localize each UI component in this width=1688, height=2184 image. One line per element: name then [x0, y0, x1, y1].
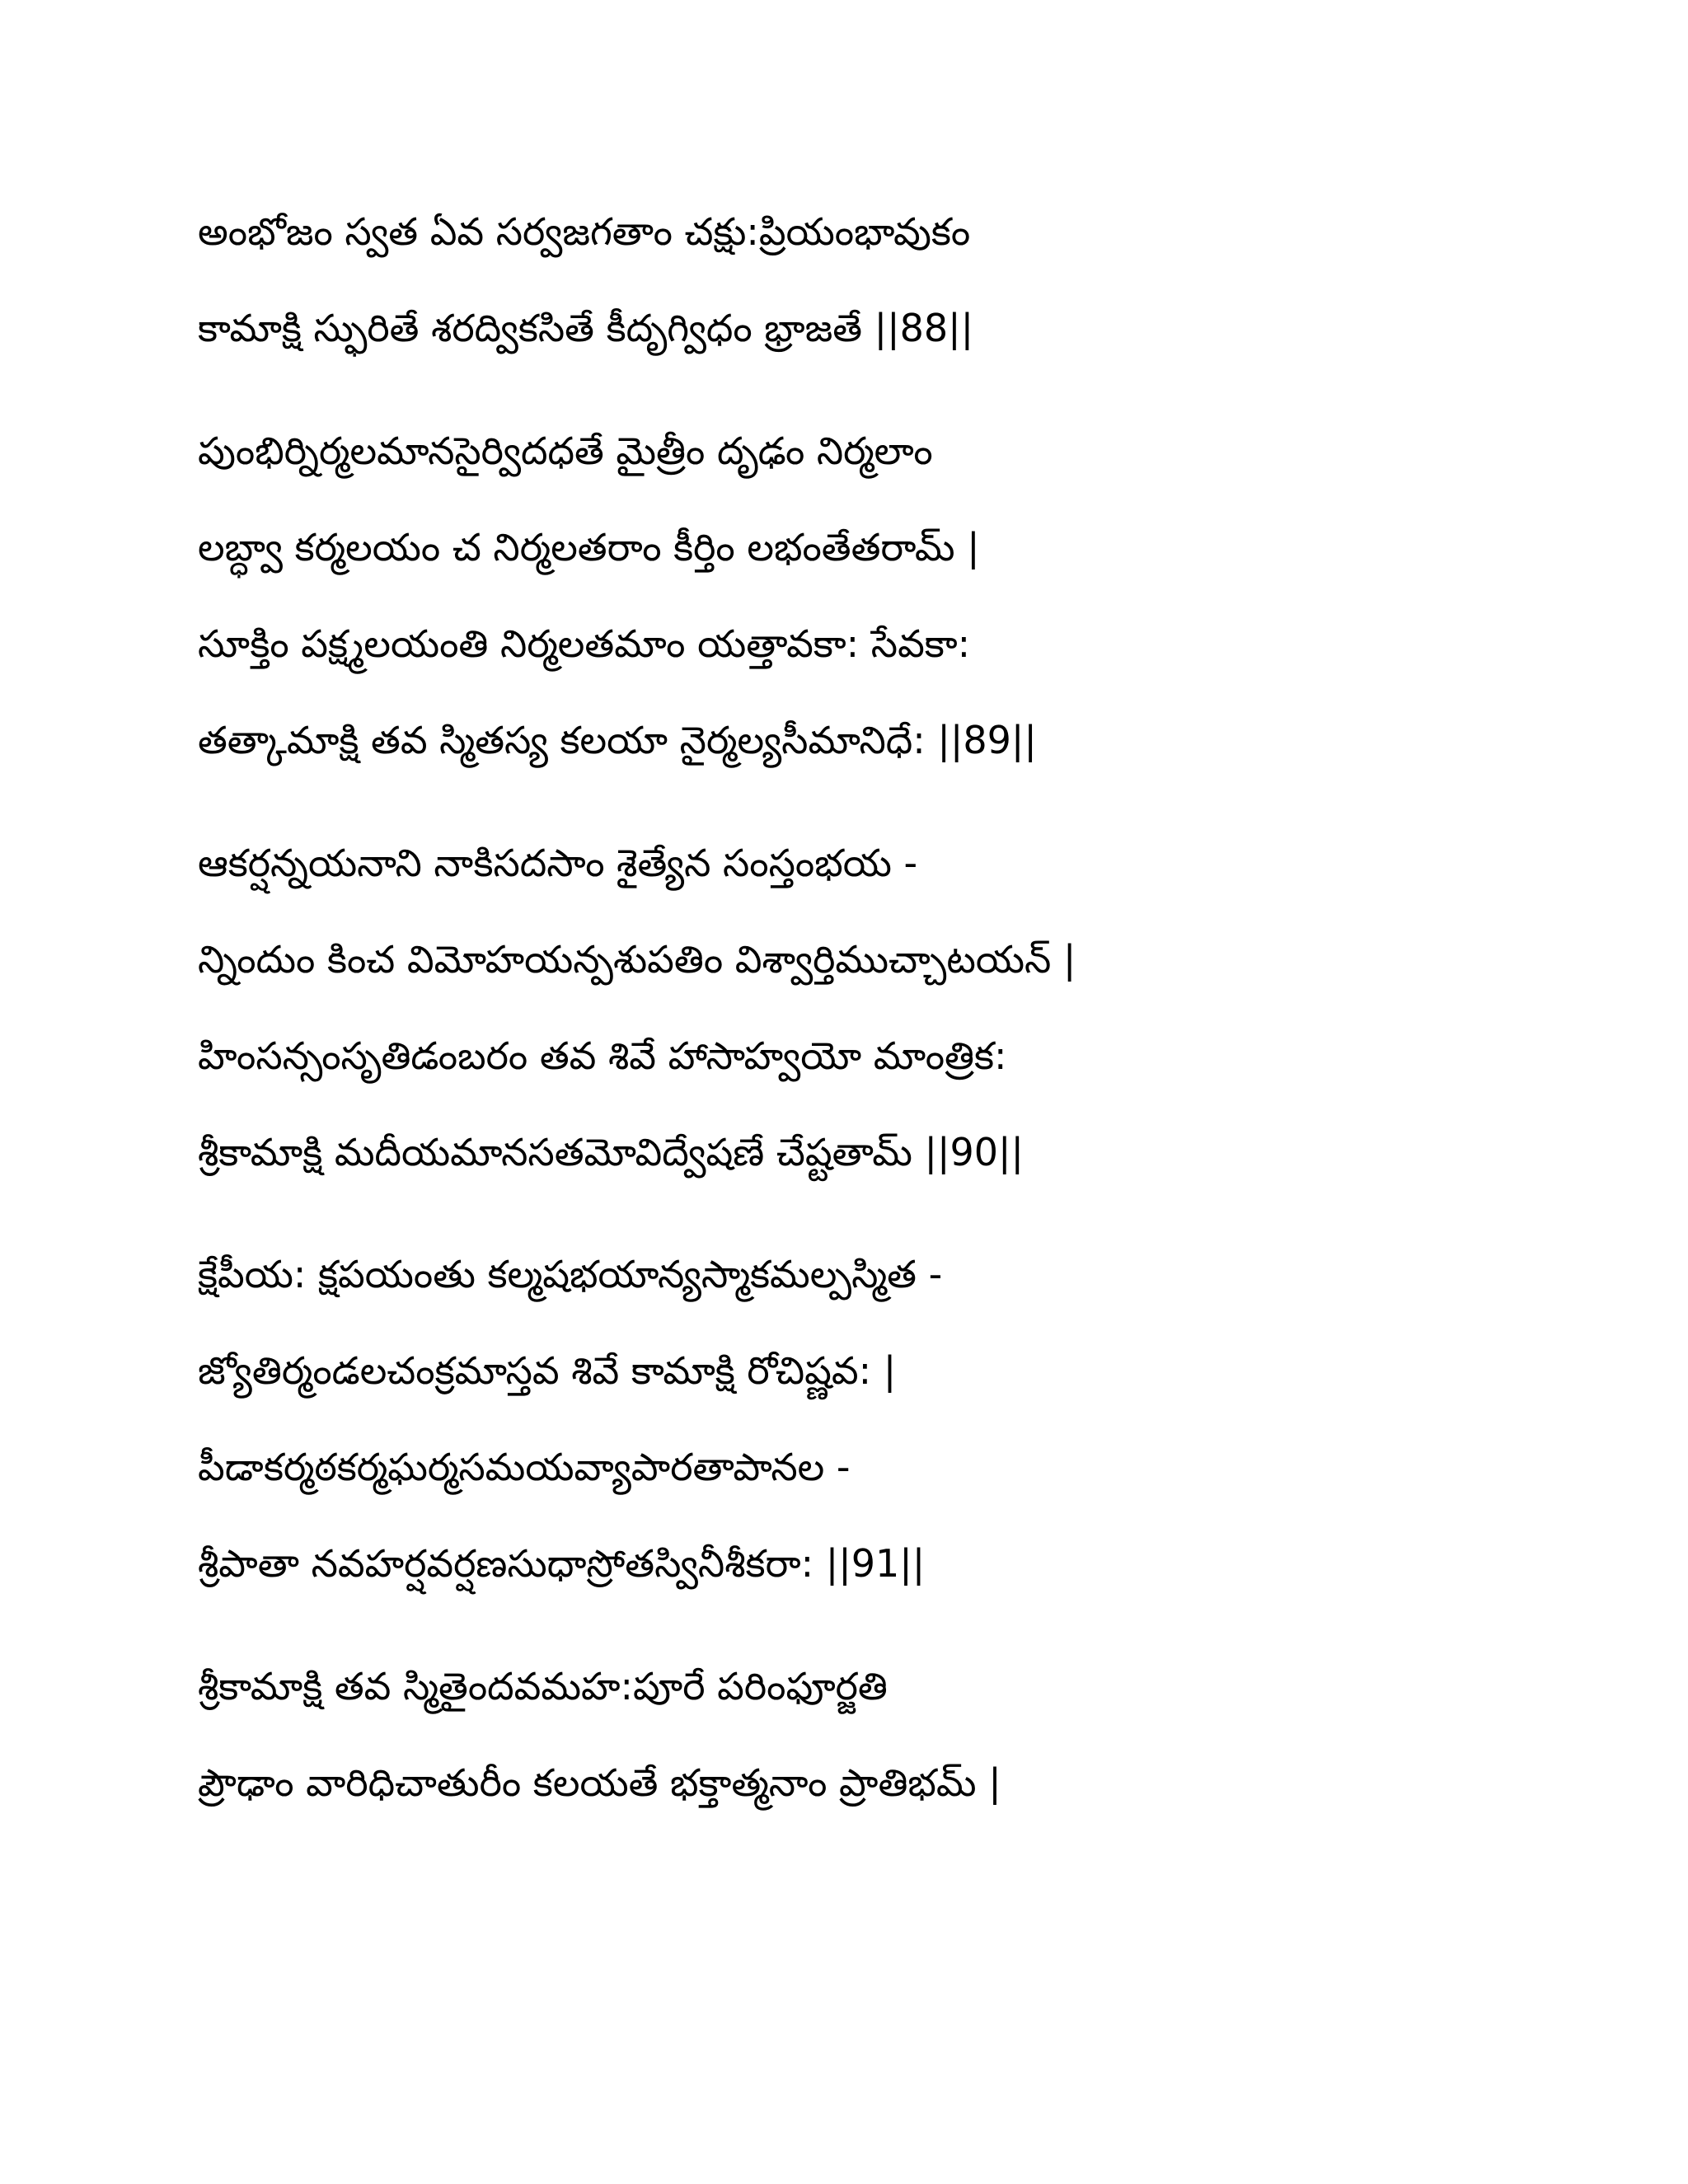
verse-line-12: జ్యోతిర్మండలచంక్రమాస్తవ శివే కామాక్షి రోచిష్ణవ: | [198, 1348, 897, 1393]
verse-line-16: ప్రౌఢాం వారిధిచాతురీం కలయతే భక్తాత్మనాం ప్రాతిభమ్ | [198, 1760, 1001, 1805]
verse-line-14: శ్రీపాతా నవహర్షవర్షణసుధాస్రోతస్వినీశీకరా: ||91|| [198, 1541, 926, 1586]
verse-line-3: పుంభిర్నిర్మలమానసైర్విదధతే మైత్రీం దృఢం నిర్మలాం [198, 429, 933, 473]
verse-line-7: ఆకర్షన్నయనాని నాకిసదసాం శైత్యేన సంస్తంభయ - [198, 841, 918, 885]
verse-line-2: కామాక్షి స్ఫురితే శరద్వికసితే కీదృగ్విధం భ్రాజతే ||88|| [198, 306, 974, 350]
verse-line-9: హింసన్సంసృతిడంబరం తవ శివే హాసాహ్వయో మాంత్రిక: [198, 1033, 1007, 1078]
verse-line-15: శ్రీకామాక్షి తవ స్మితైందవమహ:పూరే పరింఫూర్జతి [198, 1664, 888, 1708]
verse-line-5: సూక్తిం పక్ష్మలయంతి నిర్మలతమాం యత్తావకా: సేవకా: [198, 621, 971, 666]
verse-line-13: పీడాకర్మఠకర్మఘర్మసమయవ్యాపారతాపానల - [198, 1445, 851, 1489]
verse-line-8: న్నిందుం కించ విమోహయన్పశుపతిం విశ్వార్తిముచ్చాటయన్ | [198, 937, 1076, 982]
verse-line-6: తత్కామాక్షి తవ స్మితస్య కలయా నైర్మల్యసీమానిధే: ||89|| [198, 718, 1037, 762]
verse-line-4: లబ్ధ్వా కర్మలయం చ నిర్మలతరాం కీర్తిం లభంతేతరామ్ | [198, 525, 980, 569]
verse-line-1: అంభోజం స్వత ఏవ సర్వజగతాం చక్షు:ప్రియంభావుకం [198, 209, 971, 254]
verse-line-11: క్షేపీయ: క్షపయంతు కల్మషభయాన్యస్మాకమల్పస్మిత - [198, 1252, 943, 1296]
verse-line-10: శ్రీకామాక్షి మదీయమానసతమోవిద్వేషణే చేష్టతామ్ ||90|| [198, 1130, 1025, 1174]
